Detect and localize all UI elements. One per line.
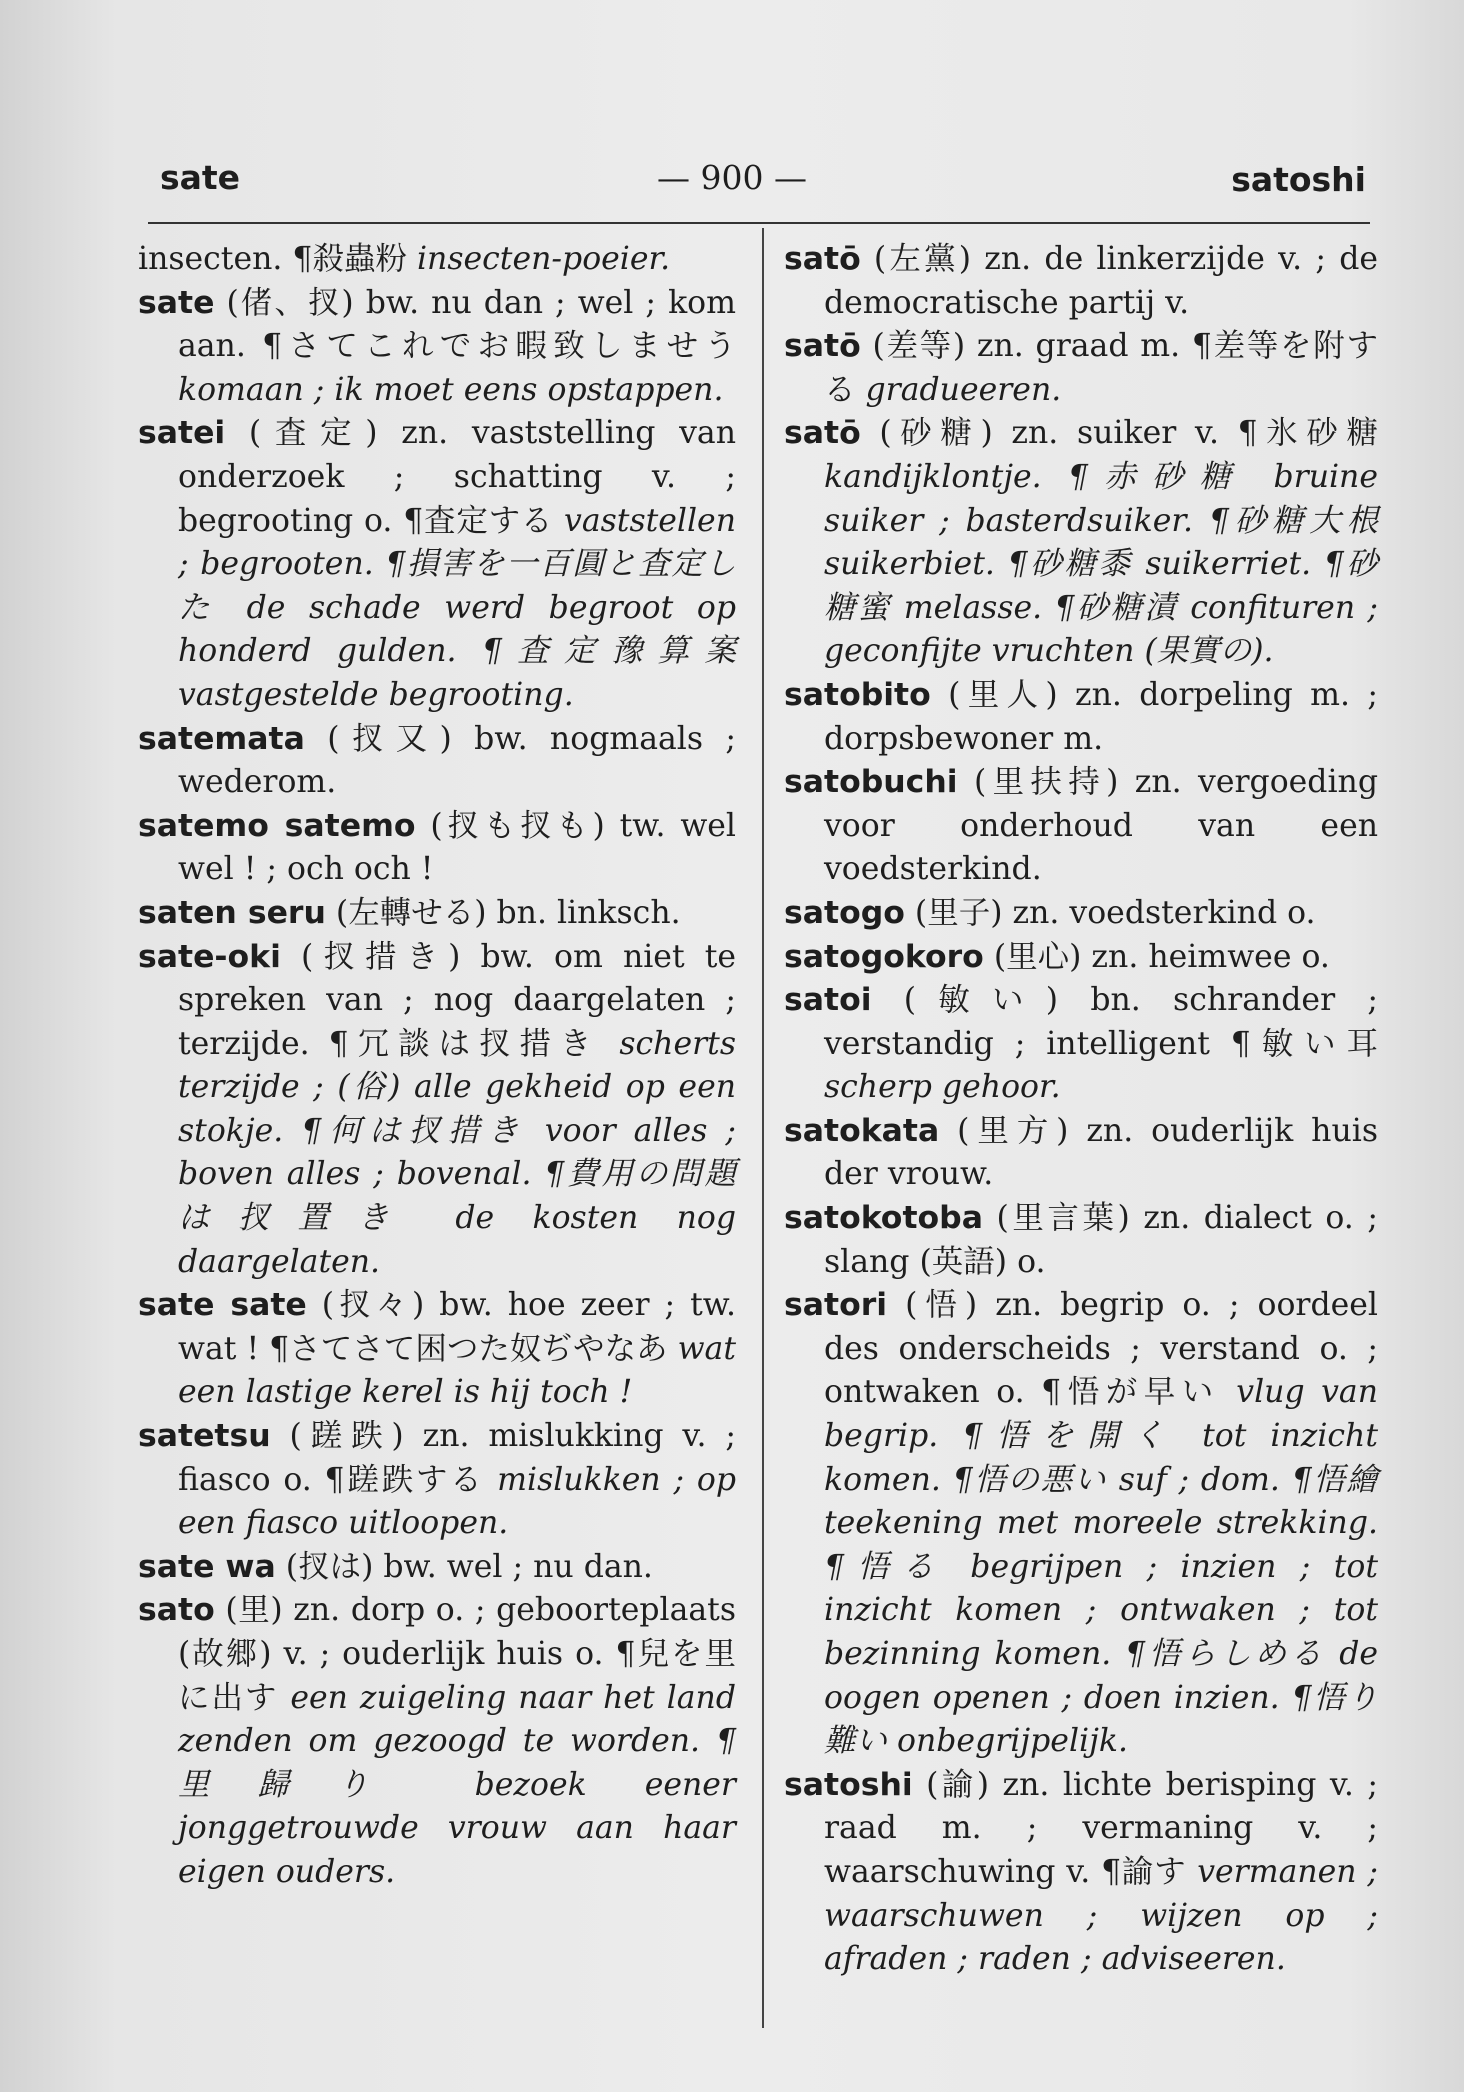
- page-number: — 900 —: [657, 158, 807, 197]
- entry-headword: satemata: [138, 720, 305, 757]
- entry-headword: satori: [784, 1287, 888, 1324]
- entry-headword: satoi: [784, 982, 872, 1019]
- entry-translation: vlug van begrip. ¶悟を開く tot inzicht komen. ¶悟の悪い suf ; dom. ¶悟繪 teekening met moreele strekking. ¶悟る begrijpen ; inzien ; tot inzicht komen ; ontwaken ; tot bezinning komen. ¶悟らしめる de oogen openen ; doen inzien. ¶悟り難い onbegrijpelijk.: [824, 1374, 1378, 1760]
- entry-translation: mislukken ; op een fiasco uitloopen.: [178, 1461, 736, 1542]
- dictionary-entry: [784, 412, 1378, 674]
- page-header: [0, 158, 1464, 208]
- entry-headword: sate sate: [138, 1287, 307, 1324]
- entry-headword: satokata: [784, 1112, 940, 1149]
- header-rule: [148, 222, 1370, 224]
- entry-body: (悟) zn. begrip o. ; oordeel des onderscheids ; verstand o. ; ontwaken o. ¶悟が早い: [824, 1287, 1378, 1411]
- entry-body: (諭) zn. lichte berisping v. ; raad m. ; vermaning v. ; waarschuwing v. ¶諭す: [824, 1766, 1378, 1890]
- dictionary-entry: [784, 761, 1378, 892]
- entry-translation: vermanen ; waarschuwen ; wijzen op ; afraden ; raden ; adviseeren.: [824, 1853, 1378, 1978]
- entry-body: (里人) zn. dorpeling m. ; dorpsbewoner m.: [824, 676, 1378, 757]
- entry-headword: satobuchi: [784, 764, 958, 801]
- entry-headword: satoshi: [784, 1766, 913, 1803]
- entry-body: (蹉跌) zn. mislukking v. ; fiasco o. ¶蹉跌する: [178, 1418, 736, 1498]
- entry-body: (扠措き) bw. om niet te spreken van ; nog daargelaten ; terzijde. ¶冗談は扠措き: [178, 938, 736, 1062]
- entry-body: (扠又) bw. nogmaals ; wederom.: [178, 720, 736, 801]
- dictionary-entry: [138, 892, 736, 936]
- entry-headword: satogokoro: [784, 938, 984, 975]
- entry-translation: gradueeren.: [865, 371, 1062, 408]
- entry-body: (里心) zn. heimwee o.: [983, 938, 1330, 975]
- entry-translation: wat een lastige kerel is hij toch !: [178, 1330, 736, 1411]
- entry-body: (扠も扠も) tw. wel wel ! ; och och !: [178, 807, 737, 888]
- dictionary-entry: [784, 1197, 1378, 1284]
- entry-headword: saten seru: [138, 894, 326, 931]
- entry-body: (偖、扠) bw. nu dan ; wel ; kom aan. ¶さてこれでお暇致しませう: [178, 284, 736, 365]
- dictionary-entry: [138, 282, 736, 413]
- dictionary-entry: [784, 238, 1378, 325]
- entry-translation: kandijklontje. ¶赤砂糖 bruine suiker ; basterdsuiker. ¶砂糖大根 suikerbiet. ¶砂糖黍 suikerriet. ¶砂糖蜜 melasse. ¶砂糖漬 confituren ; geconfijte vruchten (果實の).: [824, 458, 1378, 670]
- entry-headword: sate wa: [138, 1548, 276, 1585]
- header-left-guide-word: sate: [160, 158, 241, 197]
- entry-headword: satetsu: [138, 1418, 271, 1455]
- entry-body: (砂糖) zn. suiker v. ¶氷砂糖: [860, 415, 1378, 452]
- entry-body: (敏い) bn. schrander ; verstandig ; intelligent ¶敏い耳: [824, 982, 1378, 1062]
- dictionary-entry: [138, 1284, 736, 1415]
- dictionary-entry: [784, 674, 1378, 761]
- dictionary-entry: [138, 718, 736, 805]
- entry-translation: een zuigeling naar het land zenden om gezoogd te worden. ¶里歸り bezoek eener jonggetrouwde vrouw aan haar eigen ouders.: [178, 1679, 736, 1890]
- dictionary-entry: [784, 1110, 1378, 1197]
- entry-body: (里) zn. dorp o. ; geboorteplaats (故郷) v. ; ouderlijk huis o. ¶兒を里に出す: [178, 1592, 736, 1716]
- dictionary-entry: [138, 1546, 736, 1590]
- dictionary-entry: [138, 412, 736, 717]
- dictionary-entry: [138, 805, 736, 892]
- dictionary-entry: [784, 1284, 1378, 1764]
- entry-body: (里子) zn. voedsterkind o.: [904, 894, 1316, 931]
- entry-translation: insecten-poeier.: [416, 241, 671, 277]
- entry-headword: satemo satemo: [138, 807, 416, 844]
- entry-headword: satokotoba: [784, 1200, 983, 1237]
- entry-translation: scherp gehoor.: [824, 1069, 1061, 1106]
- header-right-guide-word: satoshi: [1231, 160, 1366, 199]
- entry-headword: sate: [138, 284, 215, 321]
- entry-body: (扠は) bw. wel ; nu dan.: [275, 1548, 653, 1585]
- entry-headword: satobito: [784, 676, 931, 713]
- entry-body: (査定) zn. vaststelling van onderzoek ; schatting v. ; begrooting o. ¶査定する: [178, 415, 736, 539]
- dictionary-entry: [784, 325, 1378, 412]
- entry-body: (里扶持) zn. vergoeding voor onderhoud van een voedsterkind.: [824, 764, 1378, 888]
- dictionary-entry: [784, 892, 1378, 936]
- dictionary-entry: [784, 936, 1378, 980]
- entry-body: (左黨) zn. de linkerzijde v. ; de democratische partij v.: [824, 241, 1378, 321]
- entry-headword: satō: [784, 241, 861, 277]
- entry-translation: scherts terzijde ; (俗) alle gekheid op een stokje. ¶何は扠措き voor alles ; boven alles ; bovenal. ¶費用の問題は扠置き de kosten nog daargelaten.: [178, 1025, 736, 1280]
- dictionary-entry: [138, 238, 736, 282]
- entry-headword: satei: [138, 415, 226, 452]
- entry-body: (里言葉) zn. dialect o. ; slang (英語) o.: [824, 1200, 1378, 1280]
- entry-headword: sate-oki: [138, 938, 281, 975]
- entry-headword: satō: [784, 328, 861, 365]
- entry-body: insecten. ¶殺蟲粉: [138, 241, 417, 277]
- entry-body: (差等) zn. graad m. ¶差等を附する: [824, 328, 1378, 408]
- dictionary-entry: [138, 1589, 736, 1894]
- dictionary-entry: [138, 1415, 736, 1546]
- entry-body: (里方) zn. ouderlijk huis der vrouw.: [824, 1112, 1378, 1193]
- dictionary-entry: [138, 936, 736, 1285]
- entry-translation: vaststellen ; begrooten. ¶損害を一百圓と査定した de schade werd begroot op honderd gulden. ¶査定豫算案 vastgestelde begrooting.: [178, 502, 736, 713]
- dictionary-entry: [784, 1764, 1378, 1982]
- entry-body: (左轉せる) bn. linksch.: [325, 894, 681, 931]
- column-divider: [762, 228, 764, 2028]
- entry-headword: satogo: [784, 894, 905, 931]
- dictionary-entry: [784, 979, 1378, 1110]
- entry-translation: komaan ; ik moet eens opstappen.: [178, 371, 724, 408]
- entry-body: (扠々) bw. hoe zeer ; tw. wat ! ¶さてさて困つた奴ぢやなあ: [178, 1287, 737, 1367]
- entry-headword: sato: [138, 1592, 215, 1629]
- left-column: [138, 238, 736, 1895]
- entry-headword: satō: [784, 415, 861, 452]
- right-column: [784, 238, 1378, 1982]
